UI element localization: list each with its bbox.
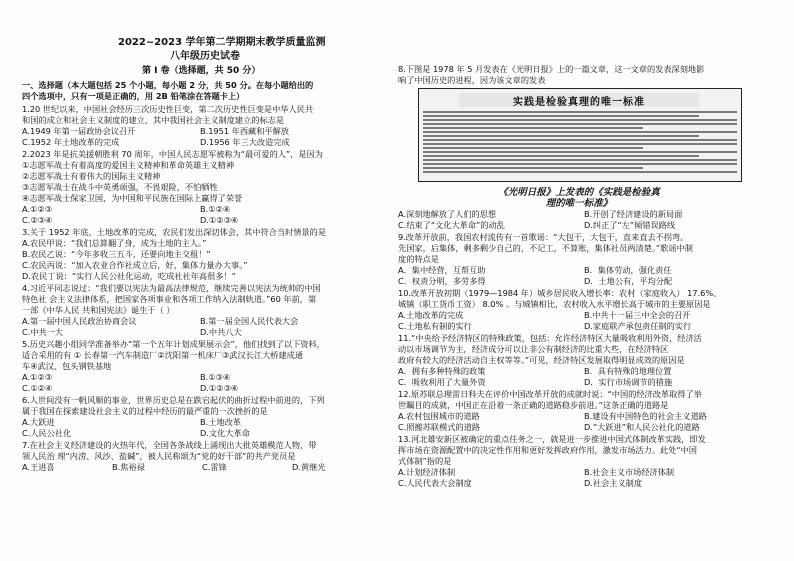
option-b[interactable]: B.①②④: [200, 204, 231, 214]
option-c[interactable]: C.人民代表大会制度: [398, 478, 472, 488]
option-a[interactable]: A.第一届中国人民政治协商会议: [22, 316, 137, 326]
option-d[interactable]: D．实行市场调节的措施: [584, 377, 673, 387]
option-c[interactable]: C.①②④: [22, 383, 53, 393]
question-11-text: 11.“中央给予经济特区的特殊政策，包括：允许经济特区大量吸收利用外资，经济活: [398, 333, 702, 343]
option-c[interactable]: C.人民公社化: [22, 428, 72, 438]
option-c[interactable]: C.②③④: [22, 215, 53, 225]
question-7-text: 领人民治 理“内涝、风沙、盐碱”，被人民称颂为“党的好干部”的共产党员是: [22, 451, 296, 461]
question-2-text: 2.2023 年是抗美援朝胜利 70 周年，中国人民志愿军被称为“最可爱的人”，是因为: [22, 149, 323, 159]
section-heading: 第 Ⅰ 卷（选择题，共 50 分）: [142, 66, 261, 76]
question-5-text: 适合采用的有 ① 长春第一汽车制造厂②沈阳第一机床厂③武汉长江大桥建成通: [22, 350, 304, 360]
question-4-text: 4.习近平同志说过：“我们要以宪法为最高法律规范，继续完善以宪法为统帅的中国: [22, 283, 321, 293]
question-10-text: 10.改革开放初期（1979—1984 年）城乡居民收入增长率：农村（家庭收入） 17.6%、: [398, 288, 722, 298]
option-c[interactable]: C.照搬苏联模式的道路: [398, 422, 481, 432]
option-a[interactable]: A.计划经济体制: [398, 467, 456, 477]
option-d[interactable]: D.①②③④: [200, 215, 239, 225]
option-d[interactable]: D.文化大革命: [200, 428, 250, 438]
exam-subtitle: 八年级历史试卷: [170, 51, 240, 62]
option-b[interactable]: B.第一届全国人民代表大会: [200, 316, 299, 326]
instructions-line: 四个选项中，只有一项是正确的，用 2B 铅笔涂在答题卡上）: [22, 91, 245, 101]
question-9-text: 先国家，后集体，剩多剩少自己的，不记工，不算账，集体社员两清楚。”歌谣中制: [398, 243, 693, 253]
question-1-text: 和国的成立和社会主义制度的建立，其中我国社会主义制度建立的标志是: [22, 115, 285, 125]
option-a[interactable]: A.大跃进: [22, 417, 55, 427]
question-3-option[interactable]: C.农民丙说：“加入农业合作社成立后，好，集体力量办大事。”: [22, 260, 248, 270]
option-d[interactable]: D.家庭联产承包责任制的实行: [584, 321, 692, 331]
question-11-text: 动以市场调节为主，经济成分可以让非公有制经济的比重大些，在经济特区: [398, 344, 669, 354]
newspaper-body-text: [423, 111, 737, 177]
question-12-text: 世瞩目的成就，中国正在沿着一条正确的道路稳步前进。”这条正确的道路是: [398, 400, 669, 410]
option-a[interactable]: A.深刻地解放了人们的思想: [398, 209, 497, 219]
instructions-line: 一、选择题（本大题包括 25 个小题，每小题 2 分，共 50 分。在每小题给出的: [22, 80, 314, 90]
question-6-text: 6.人世间没有一帆风顺的事业，世界历史总是在跌宕起伏的曲折过程中前进的，下列: [22, 395, 325, 405]
option-c[interactable]: C.雷锋: [202, 462, 227, 472]
question-2-text: ④志愿军战士保家卫国，为中国和平民族在国际上赢得了荣誉: [22, 193, 243, 203]
option-c[interactable]: C．吸收利用了大量外资: [398, 377, 486, 387]
exam-title: 2022~2023 学年第二学期期末教学质量监测: [118, 37, 326, 48]
question-8-text: 响了中国历史的进程，因为该文章的发表: [398, 75, 546, 85]
option-a[interactable]: A.①②③: [22, 372, 53, 382]
question-8-text: 8.下图是 1978 年 5 月发表在《光明日报》上的一篇文章，这一文章的发表深刻地影: [398, 64, 705, 74]
option-d[interactable]: D.1956 年三大改造完成: [200, 137, 290, 147]
question-2-text: ②志愿军战士有着伟大的国际主义精神: [22, 171, 161, 181]
option-d[interactable]: D.中共八大: [200, 327, 242, 337]
option-d[interactable]: D.①②③④: [200, 383, 239, 393]
newspaper-headline: 实践是检验真理的唯一标准: [459, 93, 699, 107]
question-7-text: 7.在社会主义经济建设的火热年代，全国各条战线上涌现出大批英雄模范人物，带: [22, 440, 317, 450]
option-c[interactable]: C．权责分明，多劳多得: [398, 276, 486, 286]
option-b[interactable]: B.焦裕禄: [112, 462, 145, 472]
option-b[interactable]: B.社会主义市场经济体制: [584, 467, 675, 477]
question-2-text: ①志愿军战士有着高度的爱国主义精神和革命英雄主义精神: [22, 160, 235, 170]
question-4-text: 特色社 会主义法律体系，把国家各项事业和各项工作纳入法制轨道。”60 年前，第: [22, 294, 317, 304]
option-a[interactable]: A.土地改革的完成: [398, 310, 464, 320]
question-5-text: 车④武汉、包头钢铁基地: [22, 361, 112, 371]
question-3-option[interactable]: A.农民甲说：“我们总算翻了身，成为土地的主人。”: [22, 238, 207, 248]
option-a[interactable]: A.①②③: [22, 204, 53, 214]
question-5-text: 5.历史兴趣小组同学准备举办“第一个五年计划成果展示会”，他们找到了以下资料，: [22, 339, 325, 349]
option-b[interactable]: B.建设有中国特色的社会主义道路: [584, 411, 707, 421]
question-4-text: 一部《中华人民 共和国宪法》诞生于（ ）: [22, 305, 175, 315]
option-b[interactable]: B.1951 年西藏和平解放: [200, 126, 289, 136]
option-d[interactable]: D.“大跃进”和人民公社化的道路: [584, 422, 700, 432]
option-d[interactable]: D.纠正了“左”倾错误路线: [584, 220, 676, 230]
question-6-text: 属于我国在探索建设社会主义的过程中经历的最严重的一次挫折的是: [22, 406, 268, 416]
newspaper-clipping-image: [418, 88, 742, 182]
option-d[interactable]: D．土地公有，平均分配: [584, 276, 673, 286]
option-c[interactable]: C.1952 年土地改革的完成: [22, 137, 120, 147]
option-a[interactable]: A.1949 年第一届政协会议召开: [22, 126, 136, 136]
option-b[interactable]: B.开创了经济建设的新局面: [584, 209, 683, 219]
option-c[interactable]: C.中共一大: [22, 327, 64, 337]
option-d[interactable]: D.社会主义制度: [584, 478, 643, 488]
question-1-text: 1.20 世纪以来，中国社会经历三次历史性巨变，第二次历史性巨变是中华人民共: [22, 104, 314, 114]
option-a[interactable]: A.王进喜: [22, 462, 55, 472]
question-3-option[interactable]: B.农民乙说：“今年多收三五斗，还要向地主交租！”: [22, 249, 211, 259]
option-a[interactable]: A.农村包围城市的道路: [398, 411, 480, 421]
option-b[interactable]: B．具有特殊的地理位置: [584, 366, 672, 376]
question-11-text: 政府有较大的经济活动自主权等等。”可见，经济特区发展取得明显成效的原因是: [398, 355, 685, 365]
question-10-text: 城镇（职工货币工资） 8.0% 。与城镇相比，农村收入水平增长高于城市的主要原因是: [398, 299, 711, 309]
option-a[interactable]: A．拥有多种特殊的政策: [398, 366, 486, 376]
option-a[interactable]: A．集中经营，互帮互助: [398, 265, 486, 275]
question-13-text: 挥市场在资源配置中的决定性作用和更好发挥政府作用，激发市场活力。此处“中国: [398, 445, 697, 455]
question-12-text: 12.原苏联总理雷日科夫在评价中国改革开放的成就时说：“中国的经济改革取得了举: [398, 389, 702, 399]
image-caption: 理的唯一标准》: [545, 198, 613, 209]
question-2-text: ③志愿军战士在战斗中英勇顽强，不畏艰险，不怕牺牲: [22, 182, 218, 192]
question-9-text: 9.改革开放前，我国农村流传有一首歌谣：“大包干，大包干，直来直去不拐弯。: [398, 232, 689, 242]
option-d[interactable]: D.黄继光: [292, 462, 326, 472]
option-c[interactable]: C.土地私有制的实行: [398, 321, 472, 331]
question-9-text: 度的特点是: [398, 254, 439, 264]
question-3-text: 3.关于 1952 年底，土地改革的完成，农民们发出深切体会，其中符合当时情景的是: [22, 227, 327, 237]
option-c[interactable]: C.结束了“文化大革命”的动乱: [398, 220, 505, 230]
option-b[interactable]: B.中共十一届三中全会的召开: [584, 310, 691, 320]
option-b[interactable]: B.土地改革: [200, 417, 241, 427]
question-13-text: 式体制”指的是: [398, 456, 452, 466]
question-3-option[interactable]: D.农民丁说：“实行人民公社化运动，吃成社社年高很多！”: [22, 271, 236, 281]
option-b[interactable]: B．集体劳动，强化责任: [584, 265, 672, 275]
option-b[interactable]: B.①③④: [200, 372, 231, 382]
question-13-text: 13.河北雄安新区被确定的重点任务之一，就是进一步推进中国式体制改革实践，即发: [398, 434, 706, 444]
image-caption: 《光明日报》上发表的《实践是检验真: [498, 187, 660, 198]
